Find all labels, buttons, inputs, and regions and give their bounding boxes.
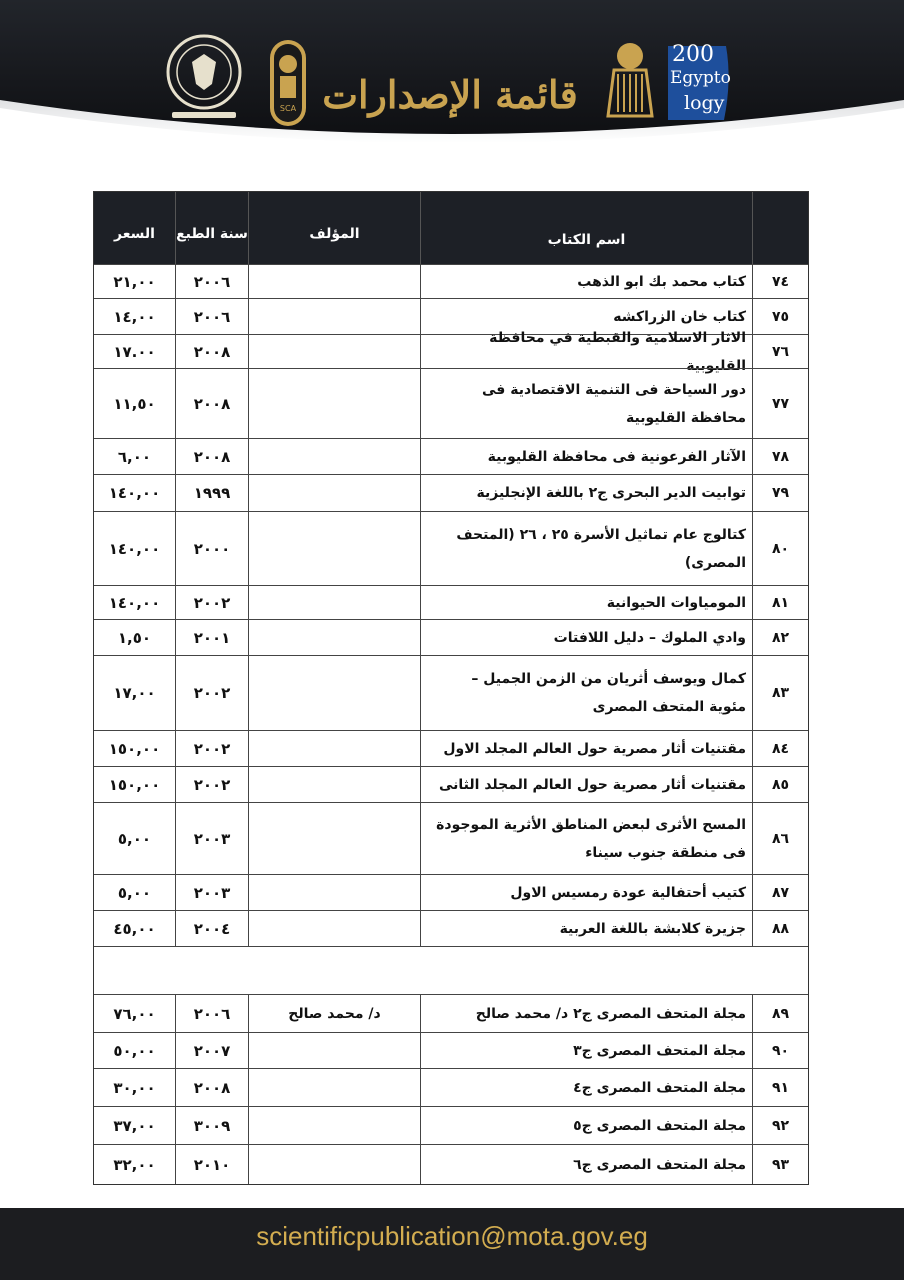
number-cell: ٨٨ (752, 911, 808, 946)
year-cell: ٢٠٠٧ (175, 1033, 248, 1068)
author-cell (248, 731, 420, 766)
title-cell: كتالوج عام تماثيل الأسرة ٢٥ ، ٢٦ (المتحف المصرى) (420, 512, 752, 585)
column-header-title: اسم الكتاب (420, 192, 752, 264)
table-header-row (94, 192, 808, 264)
title-cell: كمال ويوسف أثريان من الزمن الجميل – مئوية المتحف المصرى (420, 656, 752, 730)
author-cell (248, 1069, 420, 1106)
number-cell: ٧٤ (752, 265, 808, 298)
table-row (94, 474, 808, 511)
table-row (94, 910, 808, 946)
price-cell: ١١,٥٠ (113, 394, 156, 413)
author-cell (248, 1107, 420, 1144)
egyptology-200-logo (660, 40, 732, 124)
author-cell: د/ محمد صالح (248, 995, 420, 1032)
number-cell: ٨٢ (752, 620, 808, 655)
title-cell: جزيرة كلابشة باللغة العربية (420, 911, 752, 946)
table-row (94, 994, 808, 1032)
title-cell: توابيت الدير البحرى ج٢ باللغة الإنجليزية (420, 475, 752, 511)
title-cell: وادي الملوك – دليل اللافتات (420, 620, 752, 655)
year-cell: ٢٠٠٦ (175, 995, 248, 1032)
column-header-number (752, 192, 808, 264)
logo-200-line1: Egypto (670, 68, 731, 88)
price-cell: ١٥٠,٠٠ (108, 775, 161, 794)
table-row (94, 802, 808, 874)
price-cell: ١٤,٠٠ (113, 307, 156, 326)
title-cell: المسح الأثرى لبعض المناطق الأثرية الموجودة فى منطقة جنوب سيناء (420, 803, 752, 874)
title-cell: الاثار الاسلامية والقبطية في محافظة القليوبية (420, 335, 752, 368)
number-cell: ٨١ (752, 586, 808, 619)
number-cell: ٨٧ (752, 875, 808, 910)
column-header-year: سنة الطبع (175, 192, 248, 264)
price-cell: ١٥٠,٠٠ (108, 739, 161, 758)
author-cell (248, 475, 420, 511)
price-cell: ٥٠,٠٠ (113, 1041, 156, 1060)
sca-logo-text: SCA (279, 104, 297, 113)
price-cell: ٣٢,٠٠ (113, 1155, 156, 1174)
year-cell: ٢٠٠٨ (175, 439, 248, 474)
title-cell: مجلة المتحف المصرى ج٥ (420, 1107, 752, 1144)
author-cell (248, 265, 420, 298)
author-cell (248, 512, 420, 585)
number-cell: ٧٦ (752, 335, 808, 368)
year-cell: ١٩٩٩ (175, 475, 248, 511)
title-cell: دور السياحة فى التنمية الاقتصادية فى محافظة القليوبية (420, 369, 752, 438)
number-cell: ٨٣ (752, 656, 808, 730)
number-cell: ٩٣ (752, 1145, 808, 1184)
year-cell: ٢٠٠٢ (175, 586, 248, 619)
header-banner (0, 0, 904, 165)
number-cell: ٨٤ (752, 731, 808, 766)
author-cell (248, 439, 420, 474)
year-cell: ٣٠٠٩ (175, 1107, 248, 1144)
table-row (94, 730, 808, 766)
table-row (94, 585, 808, 619)
title-cell: مجلة المتحف المصرى ج٦ (420, 1145, 752, 1184)
table-row (94, 264, 808, 298)
price-cell: ٣٧,٠٠ (113, 1116, 156, 1135)
contact-email-link[interactable]: scientificpublication@mota.gov.eg (256, 1221, 648, 1251)
page-title: قائمة الإصدارات (322, 72, 578, 117)
table-row (94, 1068, 808, 1106)
number-cell: ٧٧ (752, 369, 808, 438)
ministry-emblem-logo (158, 32, 250, 124)
author-cell (248, 1145, 420, 1184)
table-row (94, 368, 808, 438)
title-cell: مجلة المتحف المصرى ج٣ (420, 1033, 752, 1068)
number-cell: ٩٢ (752, 1107, 808, 1144)
table-row (94, 1106, 808, 1144)
table-spacer-row (94, 946, 808, 994)
number-cell: ٧٥ (752, 299, 808, 334)
year-cell: ٢٠٠٢ (175, 767, 248, 802)
price-cell: ٤٥,٠٠ (113, 919, 156, 938)
author-cell (248, 803, 420, 874)
year-cell: ٢٠٠٣ (175, 875, 248, 910)
sun-disc-logo (604, 38, 656, 126)
year-cell: ٢٠٠١ (175, 620, 248, 655)
column-header-author: المؤلف (248, 192, 420, 264)
number-cell: ٨٦ (752, 803, 808, 874)
title-cell: الآثار الفرعونية فى محافظة القليوبية (420, 439, 752, 474)
number-cell: ٧٨ (752, 439, 808, 474)
year-cell: ٢٠٠٠ (175, 512, 248, 585)
logo-200-number: 200 (672, 42, 714, 67)
table-row (94, 329, 808, 374)
column-header-price: السعر (114, 226, 155, 242)
price-cell: ٥,٠٠ (117, 829, 152, 848)
table-row (94, 766, 808, 802)
number-cell: ٩١ (752, 1069, 808, 1106)
title-cell: كتيب أحتفالية عودة رمسيس الاول (420, 875, 752, 910)
year-cell: ٢٠٠٨ (175, 1069, 248, 1106)
year-cell: ٢٠٠٣ (175, 803, 248, 874)
price-cell: ١٧,٠٠ (113, 684, 156, 702)
year-cell: ٢٠٠٢ (175, 656, 248, 730)
title-cell: مقتنيات أثار مصرية حول العالم المجلد الثانى (420, 767, 752, 802)
table-row (94, 655, 808, 730)
year-cell: ٢٠١٠ (175, 1145, 248, 1184)
author-cell (248, 875, 420, 910)
logo-200-line2: logy (684, 92, 725, 114)
year-cell: ٢٠٠٦ (175, 299, 248, 334)
author-cell (248, 299, 420, 334)
title-cell: مقتنيات أثار مصرية حول العالم المجلد الاول (420, 731, 752, 766)
year-cell: ٢٠٠٨ (175, 335, 248, 368)
table-row (94, 438, 808, 474)
author-cell (248, 620, 420, 655)
price-cell: ٣٠,٠٠ (113, 1078, 156, 1097)
author-cell (248, 656, 420, 730)
author-cell (248, 1033, 420, 1068)
number-cell: ٩٠ (752, 1033, 808, 1068)
price-cell: ١,٥٠ (117, 628, 152, 647)
table-row (94, 1032, 808, 1068)
year-cell: ٢٠٠٢ (175, 731, 248, 766)
title-cell: كتاب خان الزراكشه (420, 299, 752, 334)
number-cell: ٨٩ (752, 995, 808, 1032)
price-cell: ٦,٠٠ (117, 447, 152, 466)
price-cell: ٧٦,٠٠ (113, 1004, 156, 1023)
number-cell: ٧٩ (752, 475, 808, 511)
table-row (94, 874, 808, 910)
year-cell: ٢٠٠٤ (175, 911, 248, 946)
year-cell: ٢٠٠٦ (175, 265, 248, 298)
author-cell (248, 911, 420, 946)
table-row (94, 1144, 808, 1184)
number-cell: ٨٠ (752, 512, 808, 585)
price-cell: ٥,٠٠ (117, 883, 152, 902)
price-cell: ١٤٠,٠٠ (108, 593, 161, 612)
year-cell: ٢٠٠٨ (175, 369, 248, 438)
publications-table (93, 191, 809, 1185)
title-cell: مجلة المتحف المصرى ج٢ د/ محمد صالح (420, 995, 752, 1032)
price-cell: ١٤٠,٠٠ (108, 539, 161, 558)
price-cell: ١٤٠,٠٠ (108, 484, 161, 502)
title-cell: كتاب محمد بك ابو الذهب (420, 265, 752, 298)
price-cell: ١٧.٠٠ (113, 342, 156, 361)
author-cell (248, 335, 420, 368)
author-cell (248, 767, 420, 802)
price-cell: ٢١,٠٠ (113, 272, 156, 291)
table-row (94, 619, 808, 655)
table-row (94, 511, 808, 585)
author-cell (248, 586, 420, 619)
title-cell: المومياوات الحيوانية (420, 586, 752, 619)
title-cell: مجلة المتحف المصرى ج٤ (420, 1069, 752, 1106)
author-cell (248, 369, 420, 438)
number-cell: ٨٥ (752, 767, 808, 802)
